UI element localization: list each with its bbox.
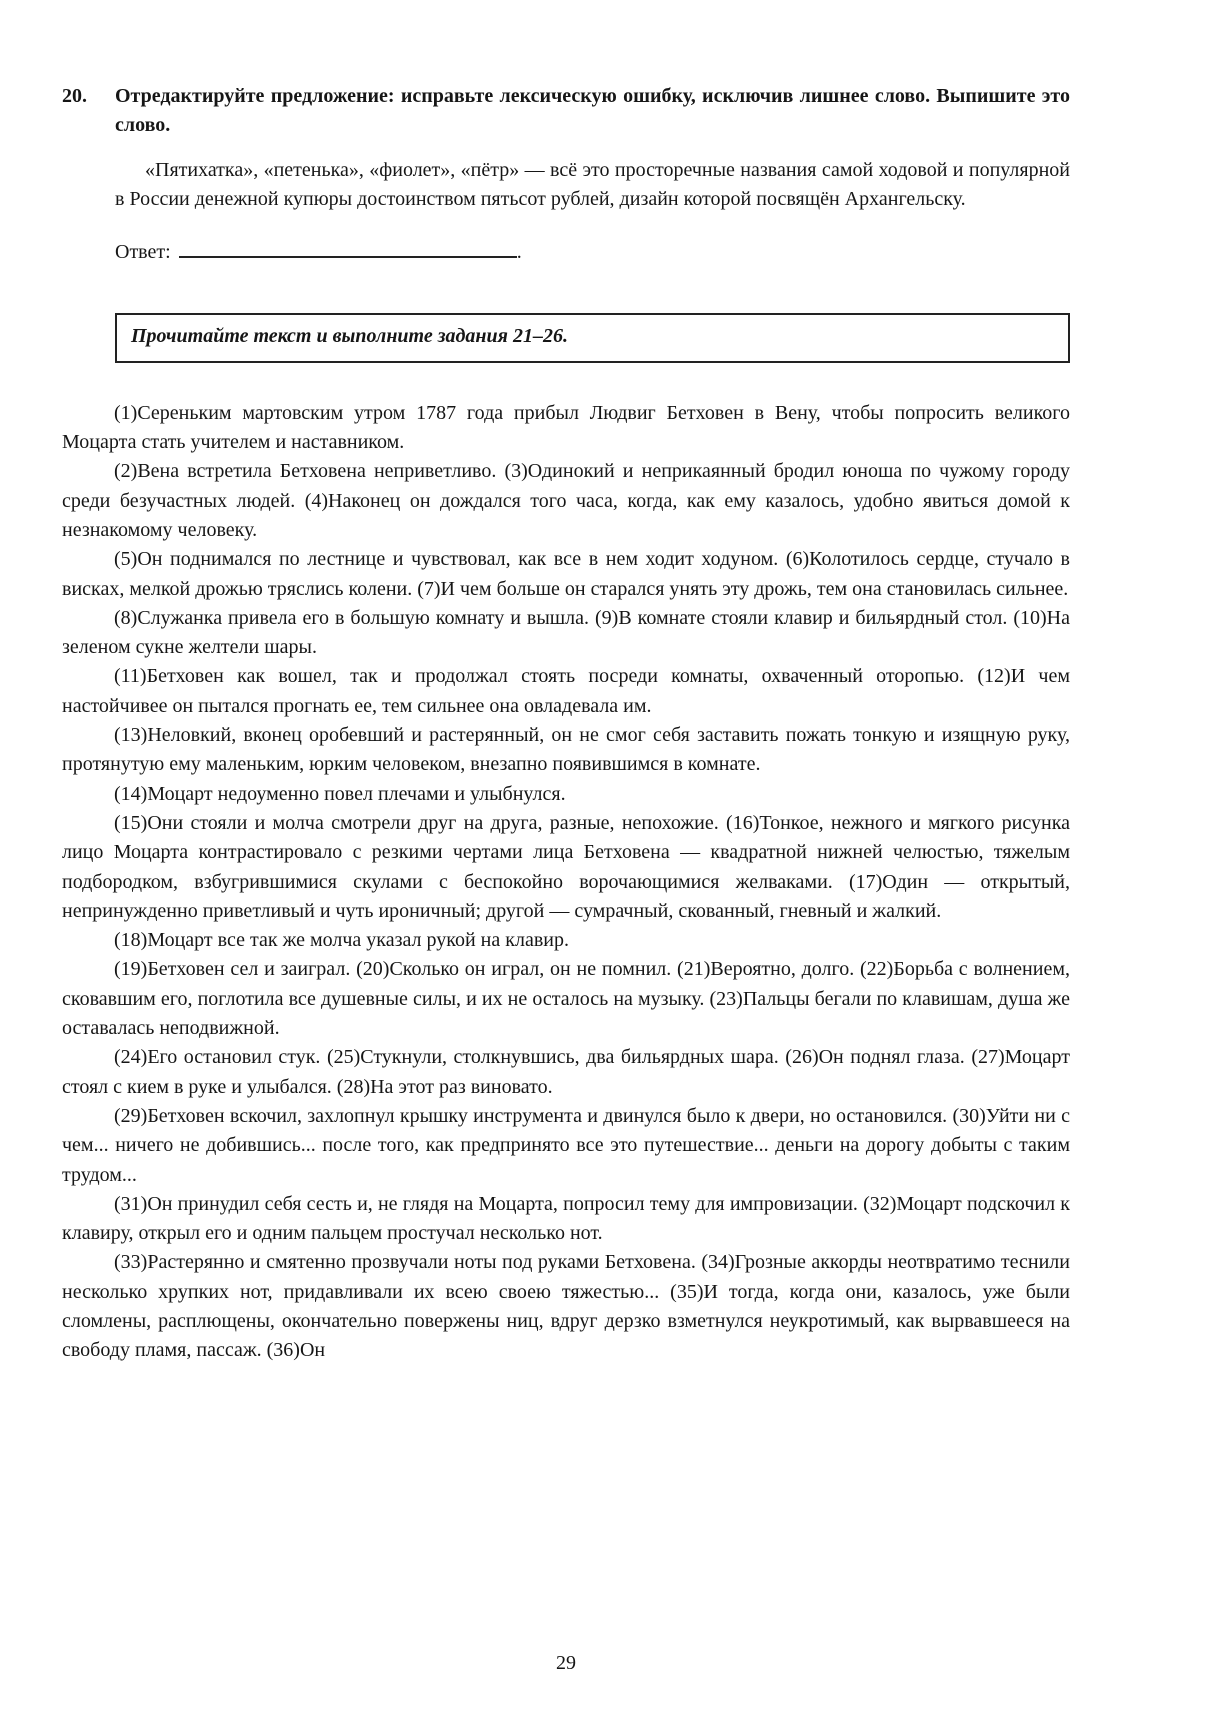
passage-paragraph-1: (1)Сереньким мартовским утром 1787 года прибыл Людвиг Бетховен в Вену, чтобы попросить великого Моцарта стать учителем и наставником. [62,401,1070,454]
passage-paragraph-6: (13)Неловкий, вконец оробевший и растерянный, он не смог себя заставить пожать тонкую и изящную руку, протянутую ему маленьким, юрким человеком, внезапно появившимся в комнате. [62,724,1070,776]
passage-text [62,399,1070,1366]
passage-paragraph-9: (18)Моцарт все так же молча указал рукой на клавир. [114,929,569,952]
answer-label: Ответ: [115,241,171,264]
passage-paragraph-2: (2)Вена встретила Бетховена неприветливо. (3)Одинокий и неприкаянный бродил юноша по чужому городу среди безучастных людей. (4)Наконец он дождался того часа, когда, как ему казалось, удобно явиться домой к незнакомому человеку. [62,460,1070,541]
task-instruction: Отредактируйте предложение: исправьте лексическую ошибку, исключив лишнее слово. Выпишите это слово. [115,85,1070,137]
passage-paragraph-12: (29)Бетховен вскочил, захлопнул крышку инструмента и двинулся было к двери, но остановился. (30)Уйти ни с чем... ничего не добившись... после того, как предпринято все это путешествие... деньги на дорогу добыты с таким трудом... [62,1104,1070,1186]
task-20-header [62,82,1070,141]
passage-paragraph-11: (24)Его остановил стук. (25)Стукнули, столкнувшись, два бильярдных шара. (26)Он поднял глаза. (27)Моцарт стоял с кием в руке и улыбался. (28)На этот раз виновато. [62,1046,1070,1098]
passage-paragraph-3: (5)Он поднимался по лестнице и чувствовал, как все в нем ходит ходуном. (6)Колотилось сердце, стучало в висках, мелкой дрожью тряслись колени. (7)И чем больше он старался унять эту дрожь, тем она становилась сильнее. [62,548,1070,600]
task-20-section [62,82,1070,267]
reading-instruction-text: Прочитайте текст и выполните задания 21–26. [131,325,568,348]
page-number: 29 [556,1651,576,1674]
passage-paragraph-4: (8)Служанка привела его в большую комнату и вышла. (9)В комнате стояли клавир и бильярдный стол. (10)На зеленом сукне желтели шары. [62,606,1070,659]
task-sentence: «Пятихатка», «петенька», «фиолет», «пётр» — всё это просторечные названия самой ходовой и популярной в России денежной купюры достоинством пятьсот рублей, дизайн которой посвящён Архангельску. [115,158,1070,210]
passage-paragraph-7: (14)Моцарт недоуменно повел плечами и улыбнулся. [114,782,566,805]
passage-paragraph-14: (33)Растерянно и смятенно прозвучали ноты под руками Бетховена. (34)Грозные аккорды неотвратимо теснили несколько хрупких нот, придавливали их всею своею тяжестью... (35)И тогда, когда они, казалось, уже были сломлены, расплющены, окончательно повержены ниц, вдруг дерзко взметнулся неукротимый, как вырвавшееся на свободу пламя, пассаж. (36)Он [62,1251,1070,1362]
passage-paragraph-13: (31)Он принудил себя сесть и, не глядя на Моцарта, попросил тему для импровизации. (32)Моцарт подскочил к клавиру, открыл его и одним пальцем простучал несколько нот. [62,1192,1070,1245]
passage-paragraph-8: (15)Они стояли и молча смотрели друг на друга, разные, непохожие. (16)Тонкое, нежного и мягкого рисунка лицо Моцарта контрастировало с резкими чертами лица Бетховена — квадратной нижней челюстью, тяжелым подбородком, взбугрившимися скулами с беспокойно ворочающимися желваками. (17)Один — открытый, непринужденно приветливый и чуть ироничный; другой — сумрачный, скованный, гневный и жалкий. [62,811,1070,922]
answer-period: . [516,241,522,264]
answer-row [115,236,1070,267]
reading-instruction-box [115,313,1070,362]
answer-blank-line [179,236,517,258]
passage-paragraph-10: (19)Бетховен сел и заиграл. (20)Сколько он играл, он не помнил. (21)Вероятно, долго. (22)Борьба с волнением, сковавшим его, поглотила все душевные силы, и их не осталось на музыку. (23)Пальцы бегали по клавишам, душа же оставалась неподвижной. [62,958,1070,1040]
passage-paragraph-5: (11)Бетховен как вошел, так и продолжал стоять посреди комнаты, охваченный оторопью. (12)И чем настойчивее он пытался прогнать ее, тем сильнее она овладевала им. [62,665,1070,717]
task-number: 20. [62,85,87,107]
